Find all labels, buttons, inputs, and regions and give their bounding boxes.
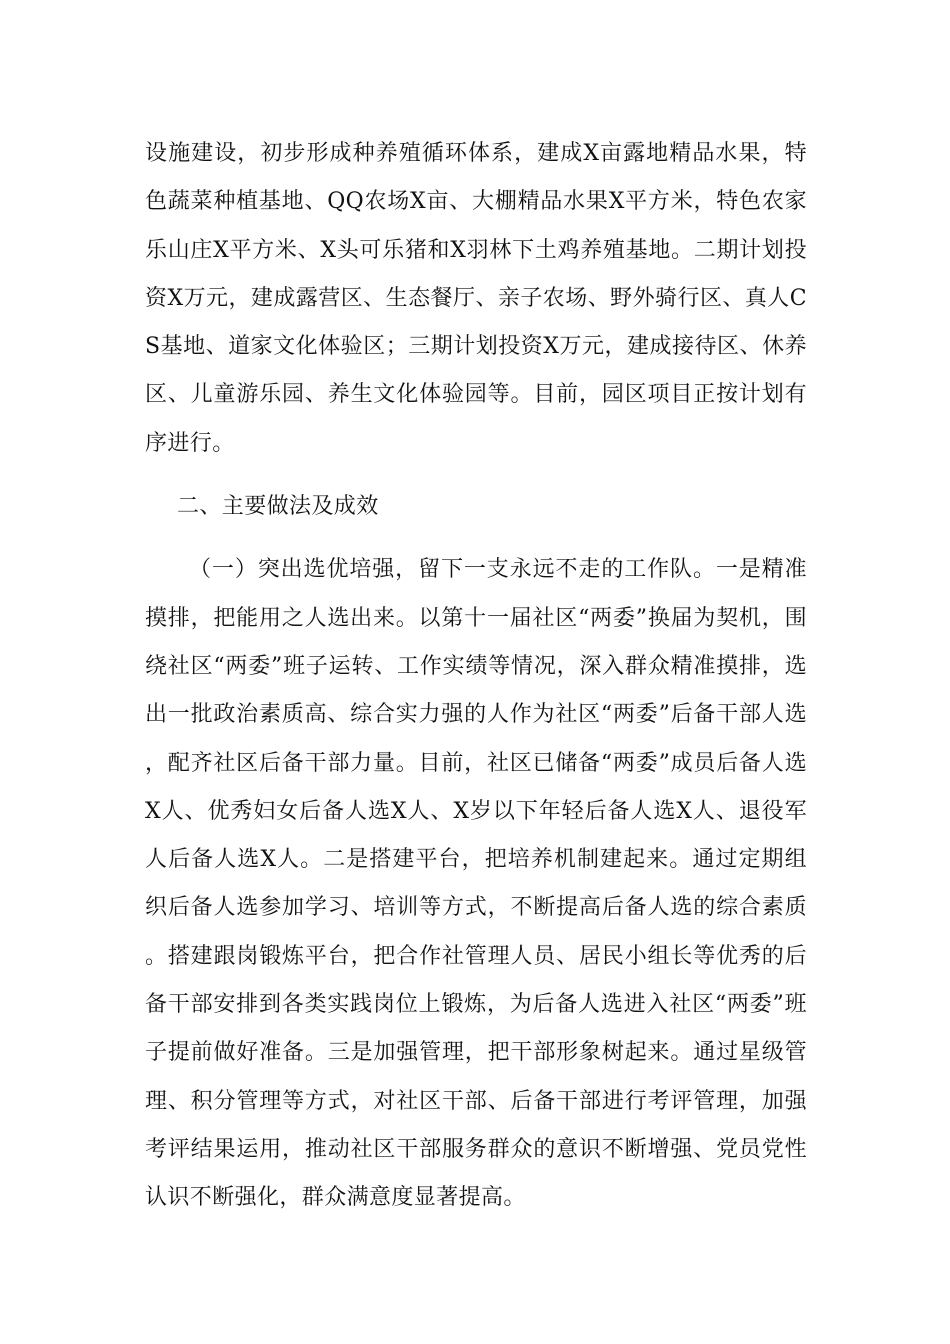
body-paragraph-section-one: （一）突出选优培强，留下一支永远不走的工作队。一是精准摸排，把能用之人选出来。以第十一届社区“两委”换届为契机，围绕社区“两委”班子运转、工作实绩等情况，深入群众精准摸排，选出一批政治素质高、综合实力强的人作为社区“两委”后备干部人选，配齐社区后备干部力量。目前，社区已储备“两委”成员后备人选X人、优秀妇女后备人选X人、X岁以下年轻后备人选X人、退役军人后备人选X人。二是搭建平台，把培养机制建起来。通过定期组织后备人选参加学习、培训等方式，不断提高后备人选的综合素质。搭建跟岗锻炼平台，把合作社管理人员、居民小组长等优秀的后备干部安排到各类实践岗位上锻炼，为后备人选进入社区“两委”班子提前做好准备。三是加强管理，把干部形象树起来。通过星级管理、积分管理等方式，对社区干部、后备干部进行考评管理，加强考评结果运用，推动社区干部服务群众的意识不断增强、党员党性认识不断强化，群众满意度显著提高。: [145, 557, 807, 1211]
paragraph-spacer: [145, 531, 807, 546]
document-body: [145, 130, 807, 1223]
paragraph-spacer: [145, 468, 807, 483]
section-heading: 二、主要做法及成效: [177, 494, 379, 520]
body-paragraph-continued: 设施建设，初步形成种养殖循环体系，建成X亩露地精品水果，特色蔬菜种植基地、QQ农场X亩、大棚精品水果X平方米，特色农家乐山庄X平方米、X头可乐猪和X羽林下土鸡养殖基地。二期计划投资X万元，建成露营区、生态餐厅、亲子农场、野外骑行区、真人CS基地、道家文化体验区；三期计划投资X万元，建成接待区、休养区、儿童游乐园、养生文化体验园等。目前，园区项目正按计划有序进行。: [145, 141, 807, 456]
